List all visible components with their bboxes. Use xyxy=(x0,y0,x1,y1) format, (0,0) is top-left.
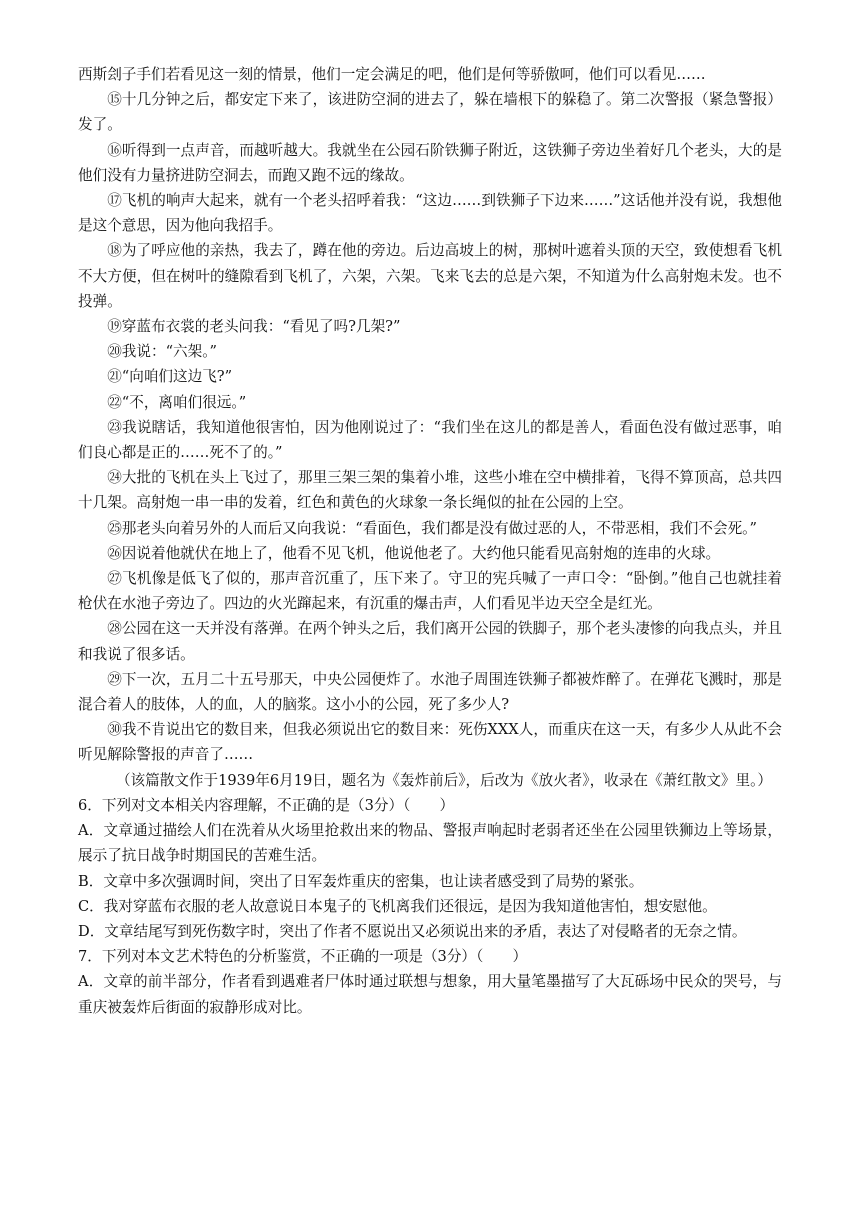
paragraph: ㉒“不，离咱们很远。” xyxy=(107,393,247,411)
question: 6．下列对文本相关内容理解，不正确的是（3分）（ ） xyxy=(78,796,455,814)
paragraph: ⑲穿蓝布衣裳的老头问我：“看见了吗?几架?” xyxy=(107,318,401,336)
paragraph: 西斯刽子手们若看见这一刻的情景，他们一定会满足的吧，他们是何等骄傲呵，他们可以看见…… xyxy=(78,66,706,83)
answer-option: C．我对穿蓝布衣服的老人故意说日本鬼子的飞机离我们还很远，是因为我知道他害怕，想安慰他。 xyxy=(78,897,717,915)
paragraph: ㉑“向咱们这边飞?” xyxy=(107,368,233,386)
question: 7．下列对本文艺术特色的分析鉴赏，不正确的一项是（3分）（ ） xyxy=(78,948,528,966)
answer-option: A．文章通过描绘人们在洗着从火场里抢救出来的物品、警报声响起时老弱者还坐在公园里铁狮边上等场景，展示了抗日战争时期国民的苦难生活。 xyxy=(78,822,782,865)
paragraph: ⑳我说：“六架。” xyxy=(107,343,217,361)
answer-option: A．文章的前半部分，作者看到遇难者尸体时通过联想与想象，用大量笔墨描写了大瓦砾场中民众的哭号，与重庆被轰炸后街面的寂静形成对比。 xyxy=(78,973,782,1016)
paragraph: ㉘公园在这一天并没有落弹。在两个钟头之后，我们离开公园的铁脚子，那个老头凄惨的向我点头，并且和我说了很多话。 xyxy=(78,620,782,663)
paragraph: ⑮十几分钟之后，都安定下来了，该进防空洞的进去了，躲在墙根下的躲稳了。第二次警报（紧急警报）发了。 xyxy=(78,91,782,134)
paragraph: ㉖因说着他就伏在地上了，他看不见飞机，他说他老了。大约他只能看见高射炮的连串的火球。 xyxy=(107,544,721,562)
source-note: （该篇散文作于1939年6月19日，题名为《轰炸前后》，后改为《放火者》，收录在《萧红散文》里。） xyxy=(115,771,772,789)
answer-option: B．文章中多次强调时间，突出了日军轰炸重庆的密集，也让读者感受到了局势的紧张。 xyxy=(78,872,644,890)
paragraph: ㉗飞机像是低飞了似的，那声音沉重了，压下来了。守卫的宪兵喊了一声口令：“卧倒。”他自己也就挂着枪伏在水池子旁边了。四边的火光蹿起来，有沉重的爆击声，人们看见半边天空全是红光。 xyxy=(78,570,782,613)
paragraph: ⑱为了呼应他的亲热，我去了，蹲在他的旁边。后边高坡上的树，那树叶遮着头顶的天空，致使想看飞机不大方便，但在树叶的缝隙看到飞机了，六架，六架。飞来飞去的总是六架，不知道为什么高射炮未发。也不投弹。 xyxy=(78,242,782,310)
paragraph: ㉓我说瞎话，我知道他很害怕，因为他刚说过了：“我们坐在这儿的都是善人，看面色没有做过恶事，咱们良心都是正的……死不了的。” xyxy=(78,418,782,462)
paragraph: ⑰飞机的响声大起来，就有一个老头招呼着我：“这边……到铁狮子下边来……”这话他并没有说，我想他是这个意思，因为他向我招手。 xyxy=(78,192,782,235)
paragraph: ⑯听得到一点声音，而越听越大。我就坐在公园石阶铁狮子附近，这铁狮子旁边坐着好几个老头，大的是他们没有力量挤进防空洞去，而跑又跑不远的缘故。 xyxy=(78,141,782,184)
paragraph: ㉕那老头向着另外的人而后又向我说：“看面色，我们都是没有做过恶的人，不带恶相，我们不会死。” xyxy=(107,519,757,537)
paragraph: ㉙下一次，五月二十五号那天，中央公园便炸了。水池子周围连铁狮子都被炸醉了。在弹花飞溅时，那是混合着人的肢体，人的血，人的脑浆。这小小的公园，死了多少人? xyxy=(78,670,782,714)
answer-option: D．文章结尾写到死伤数字时，突出了作者不愿说出又必须说出来的矛盾，表达了对侵略者的无奈之情。 xyxy=(78,922,747,940)
paragraph: ㉚我不肯说出它的数目来，但我必须说出它的数目来：死伤XXX人，而重庆在这一天，有多少人从此不会听见解除警报的声音了…… xyxy=(78,721,782,764)
article-body xyxy=(78,62,782,1020)
paragraph: ㉔大批的飞机在头上飞过了，那里三架三架的集着小堆，这些小堆在空中横排着，飞得不算顶高，总共四十几架。高射炮一串一串的发着，红色和黄色的火球象一条长绳似的扯在公园的上空。 xyxy=(78,469,782,512)
